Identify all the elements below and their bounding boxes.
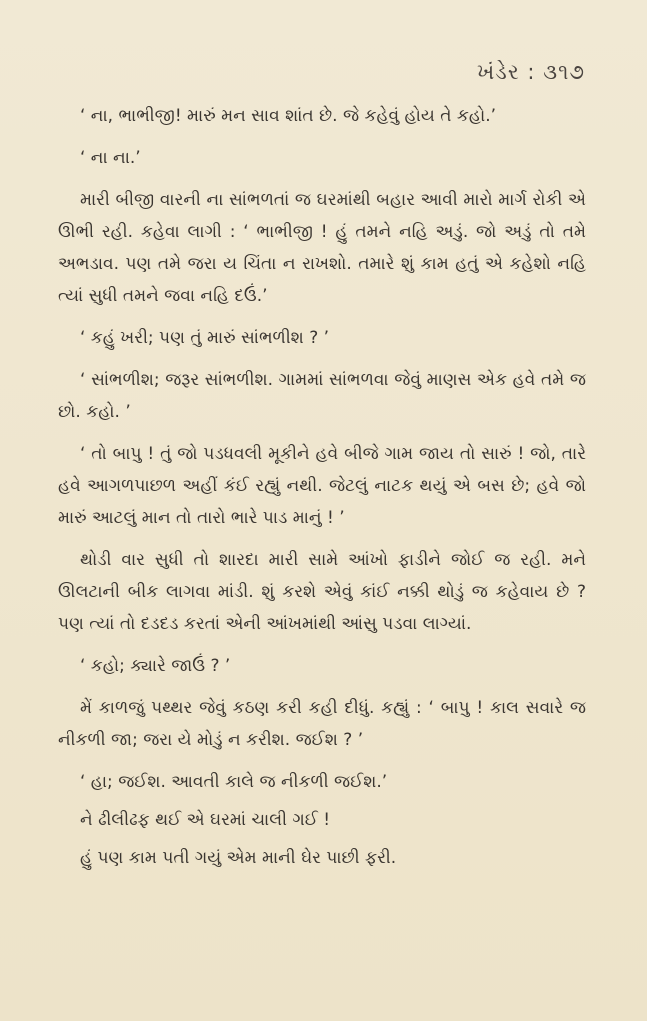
paragraph-11: ને ઢીલીઢફ થઈ એ ઘરમાં ચાલી ગઈ ! [80, 810, 331, 830]
paragraph-5: ‘ સાંભળીશ; જરૂર સાંભળીશ. ગામમાં સાંભળવા જેવું માણસ એક હવે તમે જ છો. કહો. ’ [58, 370, 586, 422]
paragraph-12: હું પણ કામ પતી ગયું એમ માની ઘેર પાછી ફરી. [80, 848, 397, 868]
body-text [58, 100, 586, 880]
paragraph-8: ‘ કહો; ક્યારે જાઉં ? ’ [80, 656, 231, 676]
running-header: ખંડેર : ૩૧૭ [477, 60, 585, 84]
paragraph-3: મારી બીજી વારની ના સાંભળતાં જ ઘરમાંથી બહાર આવી મારો માર્ગ રોકી એ ઊભી રહી. કહેવા લાગી : ‘ ભાભીજી ! હું તમને નહિ અડું. જો અડું તો તમે અભડાવ. પણ તમે જરા ય ચિંતા ન રાખશો. તમારે શું કામ હતું એ કહેશો નહિ ત્યાં સુધી તમને જવા નહિ દઉં.’ [58, 190, 586, 306]
paragraph-2: ‘ ના ના.’ [80, 148, 141, 168]
paragraph-1: ‘ ના, ભાભીજી! મારું મન સાવ શાંત છે. જે કહેવું હોય તે કહો.’ [80, 106, 497, 126]
paragraph-6: ‘ તો બાપુ ! તું જો પડધવલી મૂકીને હવે બીજે ગામ જાય તો સારું ! જો, તારે હવે આગળપાછળ અહીં કંઈ રહ્યું નથી. જેટલું નાટક થયું એ બસ છે; હવે જો મારું આટલું માન તો તારો ભારે પાડ માનું ! ’ [58, 444, 586, 528]
paragraph-9: મેં કાળજું પથ્થર જેવું કઠણ કરી કહી દીધું. કહ્યું : ‘ બાપુ ! કાલ સવારે જ નીકળી જા; જરા યે મોડું ન કરીશ. જઈશ ? ’ [58, 698, 586, 750]
paragraph-10: ‘ હા; જઈશ. આવતી કાલે જ નીકળી જઈશ.’ [80, 772, 388, 792]
paragraph-7: થોડી વાર સુધી તો શારદા મારી સામે આંખો ફાડીને જોઈ જ રહી. મને ઊલટાની બીક લાગવા માંડી. શું કરશે એવું કાંઈ નક્કી થોડું જ કહેવાય છે ? પણ ત્યાં તો દડદડ કરતાં એની આંખમાંથી આંસુ પડવા લાગ્યાં. [58, 550, 586, 634]
paragraph-4: ‘ કહું ખરી; પણ તું મારું સાંભળીશ ? ’ [80, 328, 330, 348]
